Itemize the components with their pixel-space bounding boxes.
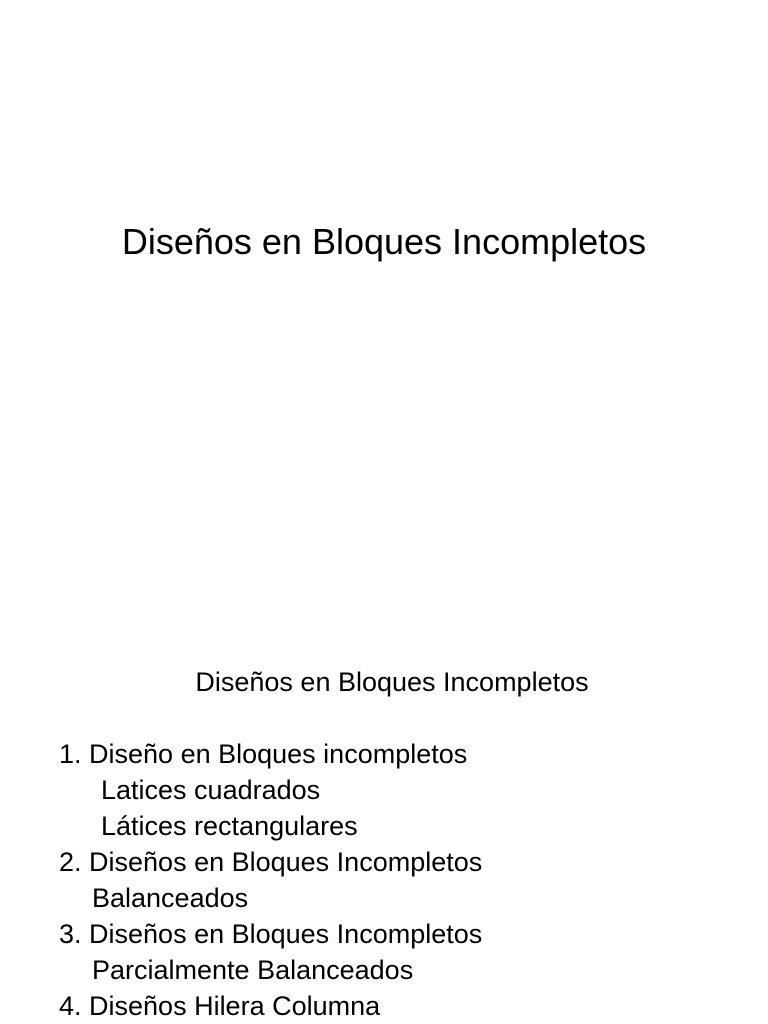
slide-title: Diseños en Bloques Incompletos (121, 221, 647, 262)
outline-subitem-latices-cuadrados: Latices cuadrados (101, 775, 321, 805)
outline-subitem-latices-rectangulares: Látices rectangulares (101, 811, 358, 841)
outline-item-3: 3. Diseños en Bloques Incompletos (59, 919, 483, 949)
outline-item-3-continuation: Parcialmente Balanceados (92, 955, 414, 985)
outline-heading: Diseños en Bloques Incompletos (195, 667, 589, 697)
outline-item-2-continuation: Balanceados (92, 883, 249, 913)
outline-item-4: 4. Diseños Hilera Columna (59, 991, 381, 1021)
outline-list (59, 736, 482, 1024)
outline-item-2: 2. Diseños en Bloques Incompletos (59, 847, 483, 877)
outline-item-1: 1. Diseño en Bloques incompletos (59, 739, 468, 769)
